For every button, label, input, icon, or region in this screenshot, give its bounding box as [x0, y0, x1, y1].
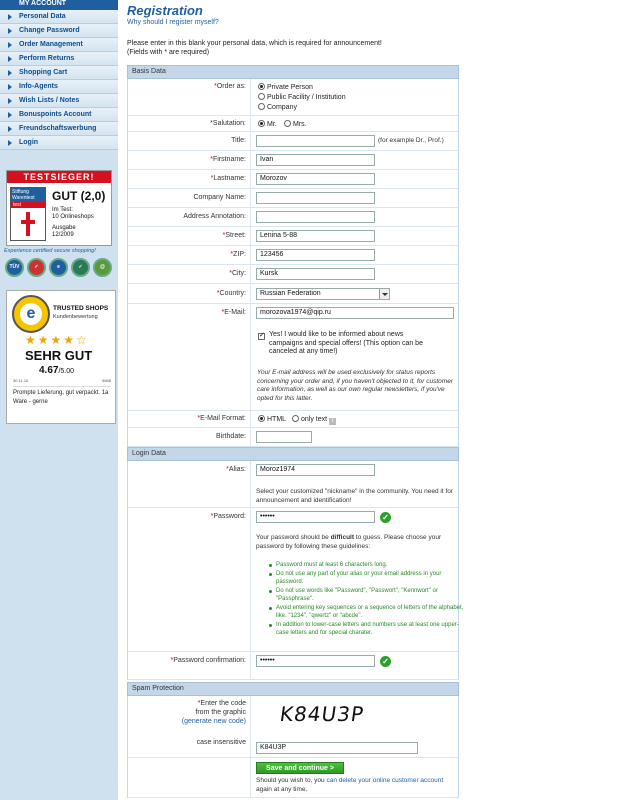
- sidebar-item-order-management[interactable]: Order Management: [0, 38, 118, 52]
- rating-score: 4.67/5.00: [39, 365, 75, 376]
- checkbox-icon[interactable]: [258, 333, 265, 340]
- firstname-row: *Firstname: Ivan: [127, 151, 459, 170]
- sidebar-item-login[interactable]: Login: [0, 136, 118, 150]
- title-row: Title: (for example Dr., Prof.): [127, 132, 459, 151]
- sidebar-item-personal-data[interactable]: Personal Data: [0, 10, 118, 24]
- sidebar: [0, 0, 118, 800]
- delete-account-link[interactable]: can delete your online customer account: [326, 777, 444, 784]
- spam-protection-header: Spam Protection: [127, 682, 459, 696]
- sidebar-item-wish-lists[interactable]: Wish Lists / Notes: [0, 94, 118, 108]
- company-input[interactable]: [256, 192, 375, 204]
- testsieger-badge[interactable]: TESTSIEGER! Stiftung Warentest test GUT (2,0) Im Test: 10 Onlineshops Ausgabe 12/2009: [6, 170, 112, 246]
- order-as-private[interactable]: Private Person: [258, 83, 313, 91]
- email-format-row: *E-Mail Format: HTML only text i: [127, 411, 459, 428]
- address-annotation-row: Address Annotation:: [127, 208, 459, 227]
- order-as-public[interactable]: Public Facility / Institution: [258, 93, 346, 101]
- list-item: In addition to lower-case letters and numbers use at least one upper-case letters and for special charater.: [267, 621, 467, 638]
- password-input[interactable]: ••••••: [256, 511, 375, 523]
- trusted-seal-icon[interactable]: e: [49, 258, 68, 277]
- radio-icon[interactable]: [284, 120, 291, 127]
- trusted-shops-badge-icon: e: [12, 295, 50, 333]
- cross-icon: [21, 212, 35, 236]
- eco-seal-icon[interactable]: @: [93, 258, 112, 277]
- testsieger-banner: TESTSIEGER!: [7, 171, 111, 183]
- order-as-company[interactable]: Company: [258, 103, 297, 111]
- firstname-input[interactable]: Ivan: [256, 154, 375, 166]
- generate-code-link[interactable]: (generate new code): [181, 718, 246, 725]
- alias-input[interactable]: Moroz1974: [256, 464, 375, 476]
- password-intro: Your password should be difficult to guess. Please choose your password by following these guidelines:: [256, 534, 442, 550]
- salutation-row: *Salutation: Mr. Mrs.: [127, 116, 459, 132]
- radio-icon[interactable]: [258, 120, 265, 127]
- birthdate-input[interactable]: [256, 431, 312, 443]
- certification-seals: [5, 258, 115, 280]
- arrow-right-icon: [8, 98, 12, 104]
- seal-icon[interactable]: ✓: [27, 258, 46, 277]
- why-register-link[interactable]: Why should I register myself?: [127, 19, 219, 26]
- info-icon[interactable]: i: [329, 418, 336, 425]
- title-input[interactable]: [256, 135, 375, 147]
- sidebar-item-bonuspoints[interactable]: Bonuspoints Account: [0, 108, 118, 122]
- certified-text: Experience certified secure shopping!: [4, 248, 96, 254]
- arrow-right-icon: [8, 140, 12, 146]
- radio-icon[interactable]: [258, 93, 265, 100]
- email-format-html[interactable]: HTML: [258, 415, 286, 423]
- check-icon: ✓: [380, 656, 391, 667]
- list-item: Password must at least 6 characters long.: [267, 561, 467, 570]
- order-as-row: *Order as: Private Person Public Facility / Institution Company: [127, 79, 459, 116]
- arrow-right-icon: [8, 28, 12, 34]
- tuv-seal-icon[interactable]: TÜV: [5, 258, 24, 277]
- country-row: *Country: Russian Federation: [127, 284, 459, 304]
- radio-icon[interactable]: [258, 83, 265, 90]
- delete-account-text: Should you wish to, you can delete your online customer account again at any time.: [256, 777, 444, 793]
- password-guidelines: [267, 561, 467, 638]
- rating-stars: ★★★★☆: [25, 333, 89, 347]
- street-row: *Street: Lenina 5-88: [127, 227, 459, 246]
- intro-text: Please enter in this blank your personal data, which is required for announcement! (Fields with * are required): [127, 40, 382, 56]
- arrow-right-icon: [8, 70, 12, 76]
- radio-icon[interactable]: [292, 415, 299, 422]
- secure-seal-icon[interactable]: ✓: [71, 258, 90, 277]
- alias-row: *Alias: Moroz1974 Select your customized "nickname" in the community. You need it for announcement and identification!: [127, 461, 459, 508]
- email-format-text[interactable]: only text i: [292, 415, 336, 425]
- captcha-image: [256, 696, 456, 738]
- sidebar-item-info-agents[interactable]: Info-Agents: [0, 80, 118, 94]
- title-hint: (for example Dr., Prof.): [378, 137, 444, 144]
- sidebar-item-shopping-cart[interactable]: Shopping Cart: [0, 66, 118, 80]
- zip-row: *ZIP: 123456: [127, 246, 459, 265]
- arrow-right-icon: [8, 126, 12, 132]
- address-annotation-input[interactable]: [256, 211, 375, 223]
- sidebar-item-perform-returns[interactable]: Perform Returns: [0, 52, 118, 66]
- email-row: *E-Mail: morozova1974@qip.ru ✓ Yes! I would like to be informed about news campaigns and special offers! (This option can be canceled at any time!) Your E-mail address will be used exclusively for status reports concerning your order and, if you haven't objected to it, for customer care information, as well as our own regular newsletters, if you've opted for this latter.: [127, 304, 459, 411]
- captcha-input[interactable]: K84U3P: [256, 742, 418, 754]
- sidebar-item-change-password[interactable]: Change Password: [0, 24, 118, 38]
- submit-row: [127, 758, 459, 798]
- password-confirm-input[interactable]: ••••••: [256, 655, 375, 667]
- arrow-right-icon: [8, 14, 12, 20]
- stiftung-warentest-logo: Stiftung Warentest test: [10, 187, 46, 241]
- login-data-header: Login Data: [127, 447, 459, 461]
- radio-icon[interactable]: [258, 415, 265, 422]
- sidebar-header: MY ACCOUNT: [0, 0, 118, 10]
- email-input[interactable]: morozova1974@qip.ru: [256, 307, 454, 319]
- alias-hint: Select your customized "nickname" in the community. You need it for announcement and identification!: [256, 488, 454, 504]
- arrow-right-icon: [8, 42, 12, 48]
- city-row: *City: Kursk: [127, 265, 459, 284]
- sidebar-item-freundschaftswerbung[interactable]: Freundschaftswerbung: [0, 122, 118, 136]
- salutation-mrs[interactable]: Mrs.: [284, 120, 307, 128]
- arrow-right-icon: [8, 84, 12, 90]
- check-icon: ✓: [380, 512, 391, 523]
- password-row: *Password: •••••• ✓ Your password should be difficult to guess. Please choose your password by following these guidelines: Password must at least 6 characters long. Do not use any part of your alias or your email address in your password. Do not use words like "Password", "Passwort", "Kennwort" or "Passphrase". Avoid entering key sequences or a sequence of letters of the alphabet, like. "1234", "qwertz" or "abcde". In addition to lower-case letters and numbers use at least one upper-case letters and for special charater.: [127, 508, 459, 652]
- company-row: Company Name:: [127, 189, 459, 208]
- rating-verdict: SEHR GUT: [25, 348, 93, 363]
- save-continue-button[interactable]: Save and continue >: [256, 762, 344, 774]
- basis-data-header: Basis Data: [127, 65, 459, 79]
- lastname-input[interactable]: Morozov: [256, 173, 375, 185]
- city-input[interactable]: Kursk: [256, 268, 375, 280]
- arrow-right-icon: [8, 112, 12, 118]
- street-input[interactable]: Lenina 5-88: [256, 230, 375, 242]
- list-item: Do not use words like "Password", "Passwort", "Kennwort" or "Passphrase".: [267, 587, 467, 604]
- newsletter-text: Yes! I would like to be informed about news campaigns and special offers! (This option can be canceled at any time!): [269, 331, 423, 355]
- test-grade: GUT (2,0): [52, 189, 106, 203]
- lastname-row: *Lastname: Morozov: [127, 170, 459, 189]
- newsletter-checkbox[interactable]: [258, 332, 265, 341]
- password-confirm-row: *Password confirmation: •••••• ✓: [127, 652, 459, 680]
- birthdate-row: Birthdate:: [127, 428, 459, 447]
- list-item: Avoid entering key sequences or a sequence of letters of the alphabet, like. "1234", "qwertz" or "abcde".: [267, 604, 467, 621]
- zip-input[interactable]: 123456: [256, 249, 375, 261]
- list-item: Do not use any part of your alias or your email address in your password.: [267, 570, 467, 587]
- captcha-text: K84U3P: [278, 702, 366, 726]
- captcha-row: *Enter the code from the graphic (generate new code) case insensitive K84U3P K84U3P: [127, 696, 459, 758]
- country-select[interactable]: Russian Federation: [256, 288, 390, 300]
- radio-icon[interactable]: [258, 103, 265, 110]
- trusted-shops-widget[interactable]: e TRUSTED SHOPS Kundenbewertung ★★★★☆ SEHR GUT 4.67/5.00 30.11.10 6668 Prompte Lieferung, gut verpackt. 1a Ware - gerne: [6, 290, 116, 424]
- page-title: Registration: [127, 3, 203, 18]
- arrow-right-icon: [8, 56, 12, 62]
- chevron-down-icon[interactable]: [379, 289, 389, 299]
- salutation-mr[interactable]: Mr.: [258, 120, 277, 128]
- email-note: Your E-mail address will be used exclusively for status reports concerning your order and, if you haven't objected to it, for customer care information, as well as our own regular newsletters, if you've opted for this latter.: [257, 369, 453, 402]
- review-text: Prompte Lieferung, gut verpackt. 1a Ware - gerne: [13, 386, 111, 407]
